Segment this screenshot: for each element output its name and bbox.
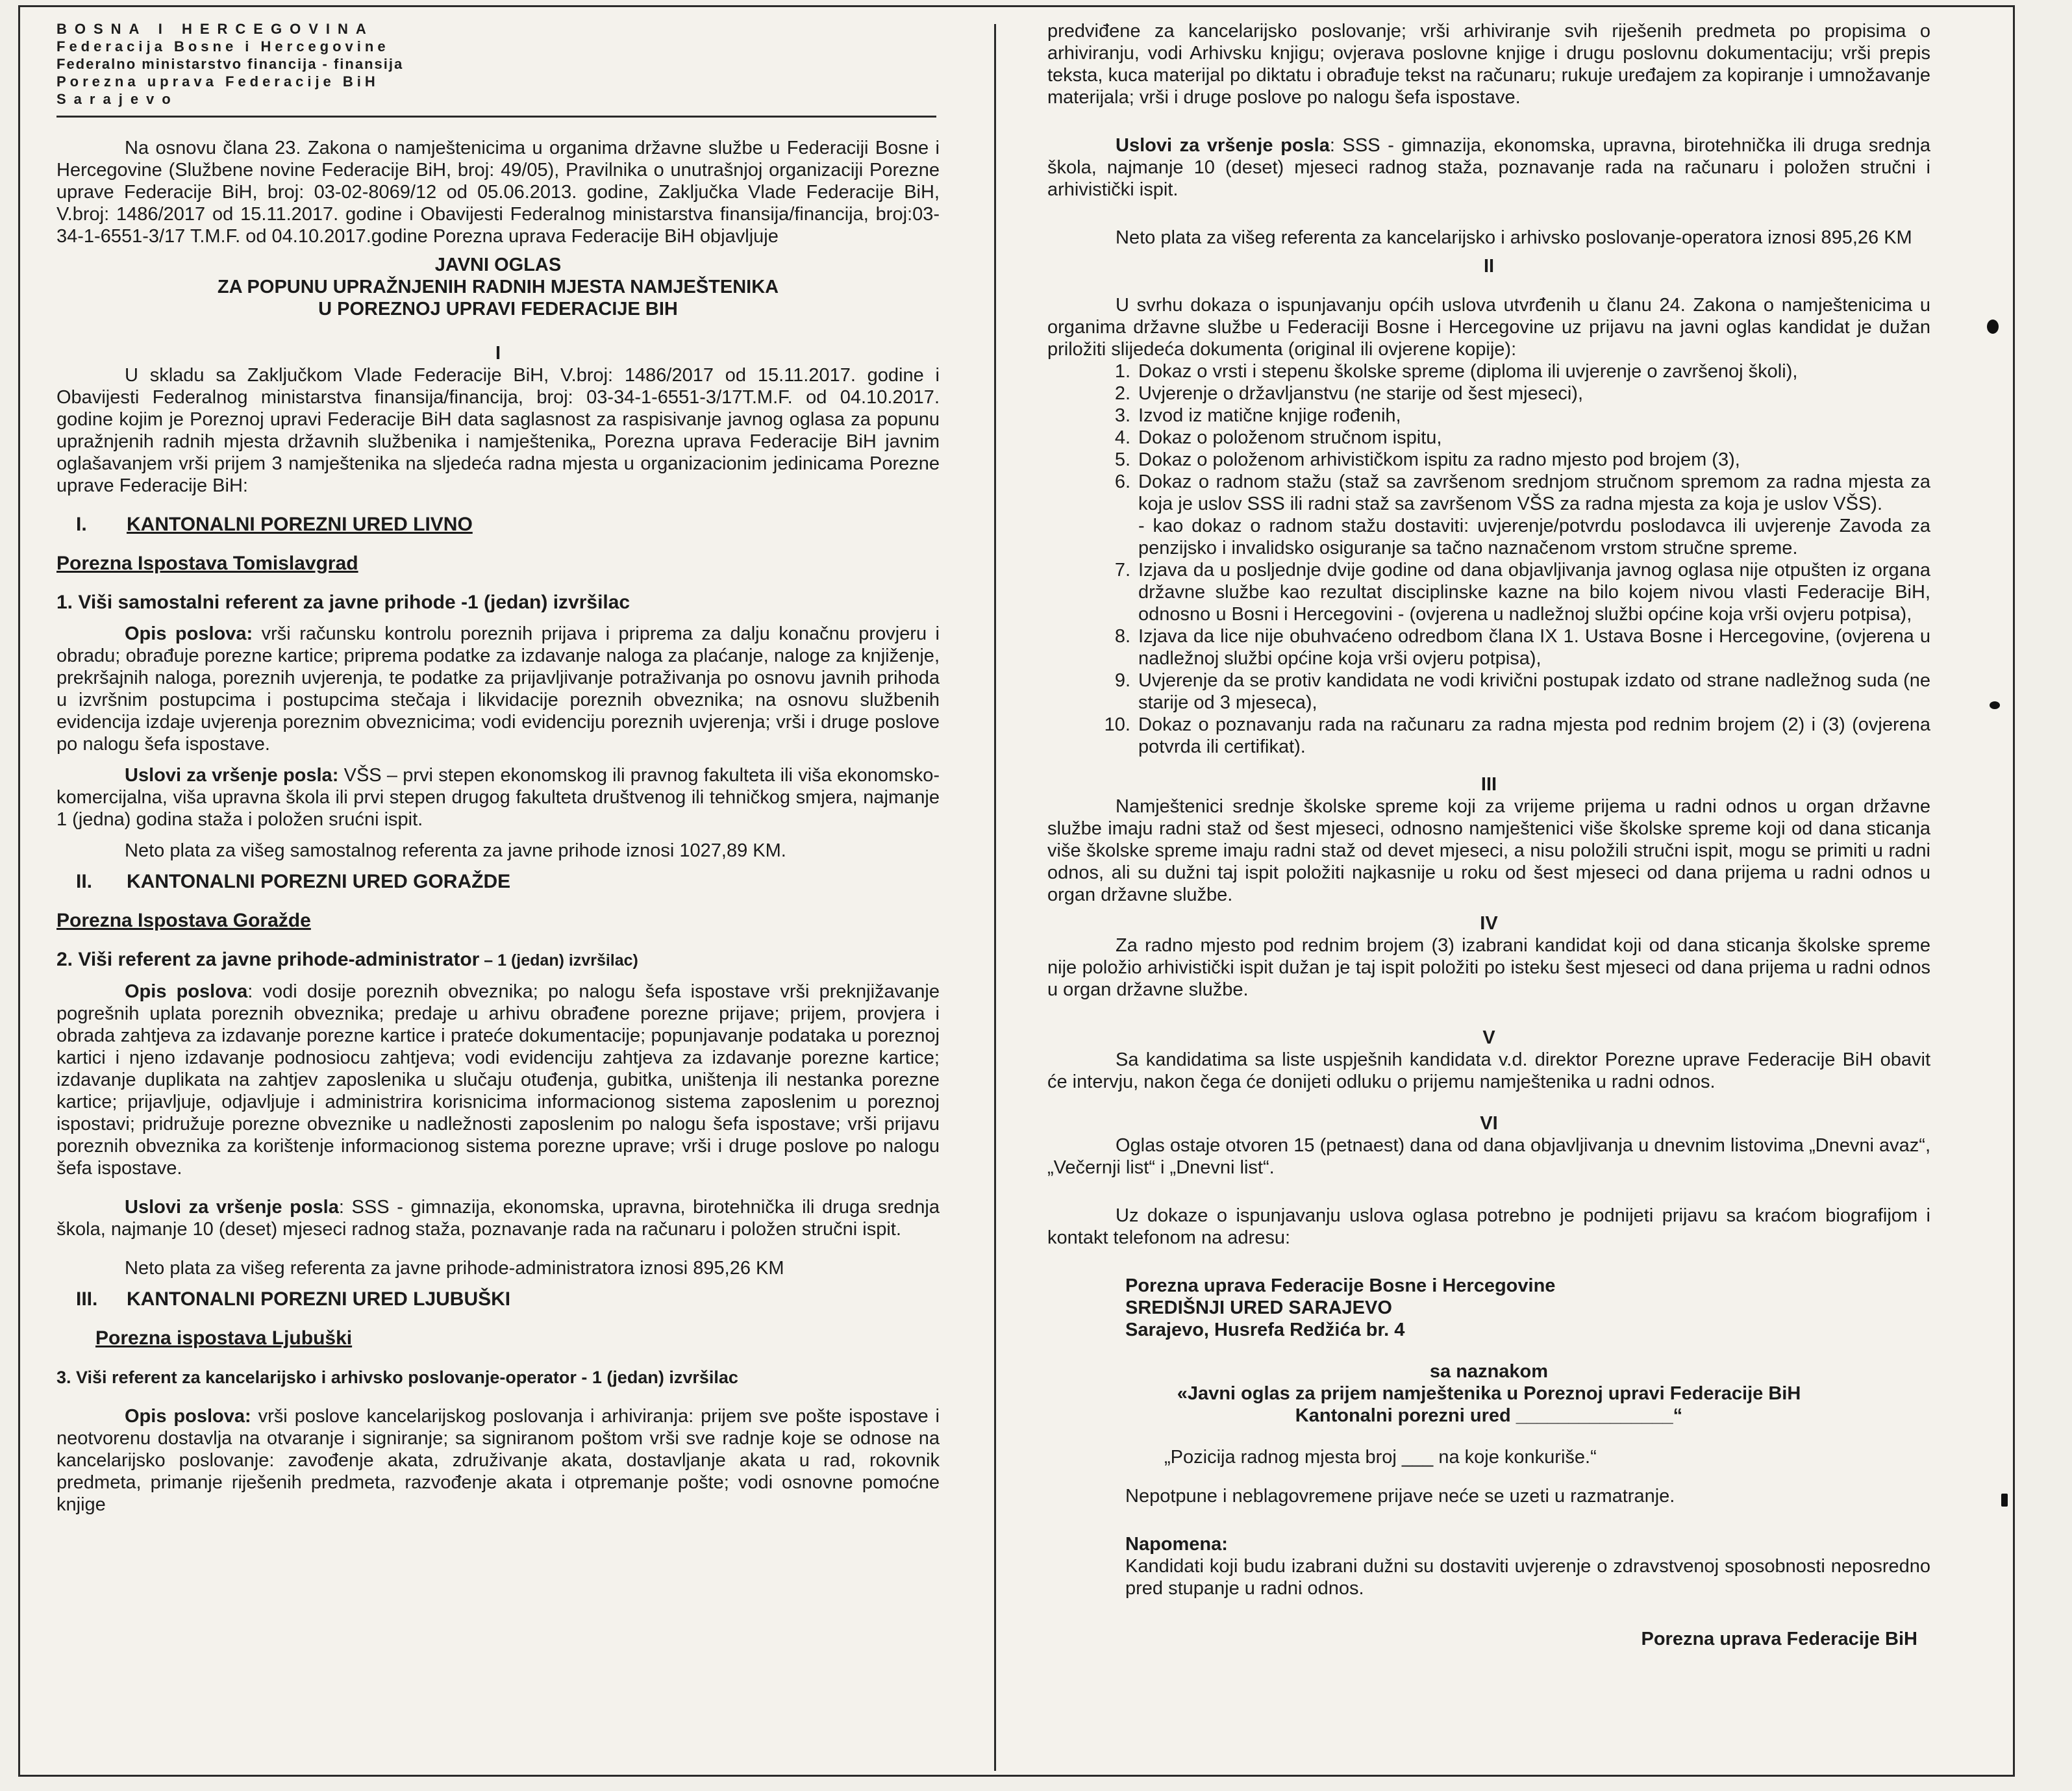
duties-text: vrši poslove kancelarijskog poslovanja i arhiviranja: prijem sve pošte ispostave i neotvorenu dostavlja na otvaranje i signiranje; sa signiranom poštom vrši sve radnje koje se odnose na kancelarijsko poslovanje: zavođenje akata, združivanje akata, dostavljanje akata u rad, rokovnik predmeta, primanje riješenih predmeta, razvođenje akata i otpremanje pošte; vodi osnovne pomoćne knjige <box>56 1406 940 1515</box>
unit-1-duties <box>56 623 940 755</box>
item-number: 1. <box>1114 361 1130 382</box>
title-line-1: JAVNI OGLAS <box>434 255 562 275</box>
marking-line-1: sa naznakom <box>1429 1361 1549 1382</box>
unit-2-number: II. <box>76 871 93 892</box>
incomplete-notice: Nepotpune i neblagovremene prijave neće se uzeti u razmatranje. <box>1125 1486 1675 1507</box>
position-title: 2. Viši referent za javne prihode-administrator <box>56 949 480 970</box>
item-number: 5. <box>1114 449 1130 470</box>
list-item <box>1047 427 1930 449</box>
section-II-text: U svrhu dokaza o ispunjavanju općih uslova utvrđenih u članu 24. Zakona o namještenicima u organima državne službe u Federaciji Bosne i Hercegovine uz prijavu na javni oglas kandidat je dužan priložiti slijedeća dokumenta (original ili ovjerene kopije): <box>1047 295 1930 360</box>
margin-ink-mark <box>1987 319 1999 334</box>
list-item <box>1047 714 1930 758</box>
section-IV-text: Za radno mjesto pod rednim brojem (3) izabrani kandidat koji od dana sticanja školske spreme nije položio arhivistički ispit dužan je taj ispit položiti po isteku šest mjeseci od dana prijema u radni odnos u organ državne službe. <box>1047 935 1930 1000</box>
intro-paragraph: Na osnovu člana 23. Zakona o namještenicima u organima državne službe u Federaciji Bosne i Hercegovine (Službene novine Federacije BiH, broj: 49/05), Pravilnika o unutrašnjoj organizaciji Porezne uprave Federacije BiH, broj: 03-02-8069/12 od 05.06.2013. godine, Zaključka Vlade Federacije BiH, V.broj: 1486/2017 od 15.11.2017. godine i Obavijesti Federalnog ministarstva finansija/financija, broj:03-34-1-6551-3/17 T.M.F. od 04.10.2017.godine Porezna uprava Federacije BiH objavljuje <box>56 138 940 247</box>
title-line-2: ZA POPUNU UPRAŽNJENIH RADNIH MJESTA NAMJEŠTENIKA <box>217 277 779 297</box>
section-III-numeral: III <box>1480 774 1497 795</box>
address-block <box>1047 1275 1930 1341</box>
marking-block <box>1047 1360 1930 1427</box>
item-text: Dokaz o poznavanju rada na računaru za radna mjesta pod rednim brojem (2) i (3) (ovjerena potvrda ili certifikat). <box>1138 714 1930 757</box>
section-III-text: Namještenici srednje školske spreme koji za vrijeme prijema u radni odnos u organ državne službe imaju radni staž od šest mjeseci, odnosno namještenici više školske spreme koji od dana sticanja više školske spreme imaju radni staž od devet mjeseci, a nisu položili stručni ispit, mogu se primiti u radni odnos, ali su dužni taj ispit položiti najkasnije u roku od šest mjeseci od dana prijema u radni odnos u organ državne službe. <box>1047 796 1930 905</box>
duties-label: Opis poslova: <box>125 1406 251 1427</box>
letterhead-country: BOSNA I HERCEGOVINA <box>56 21 374 37</box>
unit-3-position: 3. Viši referent za kancelarijsko i arhivsko poslovanje-operator - 1 (jedan) izvršilac <box>56 1368 738 1387</box>
unit-2-position <box>56 949 940 971</box>
item-text: Izjava da lice nije obuhvaćeno odredbom člana IX 1. Ustava Bosne i Hercegovine, (ovjerena u nadležnoj službi općine koja vrši ovjeru potpisa), <box>1138 626 1930 669</box>
item-text: Uvjerenje o državljanstvu (ne starije od šest mjeseci), <box>1138 383 1583 404</box>
list-item <box>1047 360 1930 382</box>
documents-list <box>1047 360 1930 758</box>
unit-2-salary: Neto plata za višeg referenta za javne prihode-administratora iznosi 895,26 KM <box>125 1258 784 1279</box>
duties-label: Opis poslova <box>125 981 248 1002</box>
signature: Porezna uprava Federacije BiH <box>1641 1629 1917 1649</box>
list-item <box>1047 382 1930 405</box>
item-text: Izvod iz matične knjige rođenih, <box>1138 405 1401 426</box>
conditions-label: Uslovi za vršenje posla <box>1116 135 1330 156</box>
header-rule <box>56 116 936 118</box>
section-V-text: Sa kandidatima sa liste uspješnih kandidata v.d. direktor Porezne uprave Federacije BiH obavit će intervju, nakon čega će donijeti odluku o prijemu namještenika u radni odnos. <box>1047 1049 1930 1092</box>
unit-1-number: I. <box>76 514 87 535</box>
conditions-label: Uslovi za vršenje posla <box>125 1197 339 1218</box>
section-V-numeral: V <box>1482 1027 1495 1048</box>
section-IV-numeral: IV <box>1480 913 1498 934</box>
unit-3-heading <box>56 1288 940 1310</box>
item-number: 8. <box>1114 626 1130 647</box>
item-text: Uvjerenje da se protiv kandidata ne vodi krivični postupak izdato od strane nadležnog suda (ne starije od 3 mjeseca), <box>1138 670 1930 713</box>
position-marking: „Pozicija radnog mjesta broj ___ na koje konkuriše.“ <box>1164 1447 1597 1468</box>
column-divider <box>994 24 996 1771</box>
unit-1-heading <box>56 514 940 536</box>
unit-3-branch: Porezna ispostava Ljubuški <box>95 1327 353 1349</box>
right-column <box>1047 20 1930 1650</box>
unit-3-duties-continued: predviđene za kancelarijsko poslovanje; vrši arhiviranje svih riješenih predmeta po propisima o arhiviranju, vodi Arhivsku knjigu; ovjerava poslovne knjige i drugu poslovnu dokumentaciju; vrši prepis teksta, kuca materijal po diktatu i obrađuje tekst na računaru; rukuje uređajem za kopiranje i umnožavanje materijala; vrši i druge poslove po nalogu šefa ispostave. <box>1047 21 1930 108</box>
duties-text: vrši računsku kontrolu poreznih prijava i priprema za dalju konačnu provjeru i obradu; obrađuje porezne kartice; priprema podatke za izdavanje naloga za plaćanje, naloge za knjiženje, prekršajnih naloga, poreznih uvjerenja, te podatke za prijavljivanje potraživanja po osnovu javnih prihoda u izvršnim postupcima i postupcima stečaja i likvidacije poreznih obveznika; na osnovu službenih evidencija izdaje uvjerenja poreznim obveznicima; vodi evidenciju poreznih uvjerenja; vrši i druge poslove po nalogu šefa ispostave. <box>56 623 940 755</box>
unit-1-conditions <box>56 764 940 831</box>
list-item <box>1047 405 1930 427</box>
address-line-2: SREDIŠNJI URED SARAJEVO <box>1125 1297 1392 1318</box>
note-label: Napomena: <box>1125 1534 1228 1555</box>
unit-1-position: 1. Viši samostalni referent za javne prihode -1 (jedan) izvršilac <box>56 592 630 613</box>
duties-label: Opis poslova: <box>125 623 253 644</box>
left-column <box>56 20 940 1516</box>
unit-3-conditions <box>1047 134 1930 201</box>
doc6-note: - kao dokaz o radnom stažu dostaviti: uvjerenje/potvrdu poslodavca ili uvjerenje Zavoda za penzijsko i invalidsko osiguranje sa tačno naznačenom vrstom stručne spreme. <box>1138 516 1930 558</box>
item-number: 7. <box>1114 560 1130 581</box>
list-item <box>1047 471 1930 559</box>
list-item <box>1047 559 1930 625</box>
letterhead <box>56 20 940 108</box>
marking-line-2: «Javni oglas za prijem namještenika u Poreznoj upravi Federacije BiH <box>1177 1383 1801 1404</box>
item-text: Dokaz o vrsti i stepenu školske spreme (diploma ili uvjerenje o završenoj školi), <box>1138 361 1798 382</box>
item-number: 3. <box>1114 405 1130 426</box>
letterhead-federation: Federacija Bosne i Hercegovine <box>56 38 390 55</box>
item-text <box>1138 471 1930 559</box>
note-text: Kandidati koji budu izabrani dužni su dostaviti uvjerenje o zdravstvenoj sposobnosti neposredno pred stupanje u radni odnos. <box>1125 1556 1930 1599</box>
letterhead-city: Sarajevo <box>56 91 179 107</box>
section-VI-text: Oglas ostaje otvoren 15 (petnaest) dana od dana objavljivanja u dnevnim listovima „Dnevni avaz“, „Večernji list“ i „Dnevni list“. <box>1047 1135 1930 1178</box>
unit-1-salary: Neto plata za višeg samostalnog referenta za javne prihode iznosi 1027,89 KM. <box>125 840 786 861</box>
unit-1-branch: Porezna Ispostava Tomislavgrad <box>56 553 358 574</box>
unit-2-office: KANTONALNI POREZNI URED GORAŽDE <box>127 871 511 892</box>
unit-2-heading <box>56 871 940 893</box>
conditions-text: VŠS – prvi stepen ekonomskog ili pravnog fakulteta ili viša ekonomsko-komercijalna, viša upravna škola ili prvi stepen drugog fakulteta društvenog ili tehničkog smjera, najmanje 1 (jedna) godina staža i položen srućni ispit. <box>56 765 940 830</box>
conditions-label: Uslovi za vršenje posla: <box>125 765 339 786</box>
doc6-main: Dokaz o radnom stažu (staž sa završenom srednjom stručnom spremom za radna mjesta za koja je uslov SSS ili radni staž sa završenom VŠS za radna mjesta za koja je uslov VŠS). <box>1138 471 1930 514</box>
newspaper-page <box>18 5 2015 1777</box>
unit-3-number: III. <box>76 1288 98 1310</box>
margin-ink-mark <box>1990 701 2000 709</box>
item-text: Dokaz o položenom stručnom ispitu, <box>1138 427 1442 448</box>
conditions-text: : SSS - gimnazija, ekonomska, upravna, birotehnička ili druga srednja škola, najmanje 10 (deset) mjeseci radnog staža, poznavanje rada na računaru i položen stručni i arhivistički ispit. <box>1047 135 1930 200</box>
apply-text: Uz dokaze o ispunjavanju uslova oglasa potrebno je podnijeti prijavu sa kraćom biografijom i kontakt telefonom na adresu: <box>1047 1205 1930 1248</box>
item-number: 2. <box>1114 383 1130 404</box>
list-item <box>1047 625 1930 670</box>
list-item <box>1047 670 1930 714</box>
unit-2-duties <box>56 981 940 1179</box>
notice-title <box>56 254 940 320</box>
conditions-text: : SSS - gimnazija, ekonomska, upravna, birotehnička ili druga srednja škola, najmanje 10 (deset) mjeseci radnog staža, poznavanje rada na računaru i položen stručni ispit. <box>56 1197 940 1240</box>
letterhead-agency: Porezna uprava Federacije BiH <box>56 73 379 90</box>
unit-2-branch: Porezna Ispostava Goražde <box>56 910 311 931</box>
item-number: 10. <box>1104 714 1130 735</box>
unit-3-duties <box>56 1405 940 1516</box>
item-text: Dokaz o položenom arhivističkom ispitu za radno mjesto pod brojem (3), <box>1138 449 1740 470</box>
title-line-3: U POREZNOJ UPRAVI FEDERACIJE BIH <box>318 299 678 319</box>
unit-3-office: KANTONALNI POREZNI URED LJUBUŠKI <box>127 1288 511 1310</box>
list-item <box>1047 449 1930 471</box>
section-VI-numeral: VI <box>1480 1113 1498 1134</box>
marking-line-3: Kantonalni porezni ured _______________“ <box>1295 1405 1683 1426</box>
margin-ink-mark <box>2001 1494 2008 1507</box>
item-number: 9. <box>1114 670 1130 691</box>
address-line-1: Porezna uprava Federacije Bosne i Hercegovine <box>1125 1275 1556 1296</box>
section-I-numeral: I <box>495 343 501 364</box>
item-number: 6. <box>1114 471 1130 492</box>
duties-text: : vodi dosije poreznih obveznika; po nalogu šefa ispostave vrši preknjižavanje pogrešnih uplata poreznih obveznika; predaje u arhivu obrađene porezne prijave; prijem, provjera i obrada zahtjeva za izdavanje porezne kartice i prateće dokumentacije; popunjavanje podataka u poreznoj kartici i njeno izdavanje podnosiocu zahtjeva; vodi evidenciju zahtjeva za izdavanje porezne kartice; izdavanje duplikata na zahtjev zaposlenika u slučaju otuđenja, gubitka, uništenja ili nestanka porezne kartice; prijavljuje, odjavljuje i administrira korisnicima informacionog sistema zaposlenim u poreznoj ispostavi; pridružuje porezne obveznike u nadležnosti zaposlenim po nalogu šefa ispostave; vrši prijavu poreznih obveznika za korištenje informacionog sistema porezne uprave; vrši i druge poslove po nalogu šefa ispostave. <box>56 981 940 1179</box>
item-number: 4. <box>1114 427 1130 448</box>
unit-2-conditions <box>56 1196 940 1240</box>
address-line-3: Sarajevo, Husrefa Redžića br. 4 <box>1125 1320 1405 1340</box>
position-suffix: – 1 (jedan) izvršilac) <box>479 951 638 970</box>
letterhead-ministry: Federalno ministarstvo financija - finansija <box>56 56 404 72</box>
item-text: Izjava da u posljednje dvije godine od dana objavljivanja javnog oglasa nije otpušten iz organa državne službe kao rezultat disciplinske kazne na bilo kojem nivou vlasti Federacije BiH, odnosno u Bosni i Hercegovini - (ovjerena u nadležnoj službi općine koja vrši ovjeru potpisa), <box>1138 560 1930 625</box>
unit-1-office: KANTONALNI POREZNI URED LIVNO <box>127 514 473 535</box>
section-I-text: U skladu sa Zaključkom Vlade Federacije BiH, V.broj: 1486/2017 od 15.11.2017. godine i Obavijesti Federalnog ministarstva finansija/financija, broj: 03-34-1-6551-3/17T.M.F. od 04.10.2017. godine kojim je Poreznoj upravi Federacije BiH data saglasnost za raspisivanje javnog oglasa za popunu upražnjenih radnih mjesta državnih službenika i namještenika„ Porezna uprava Federacije BiH javnim oglašavanjem vrši prijem 3 namještenika na sljedeća radna mjesta u organizacionim jedinicama Porezne uprave Federacije BiH: <box>56 365 940 496</box>
section-II-numeral: II <box>1483 256 1495 277</box>
unit-3-salary: Neto plata za višeg referenta za kancelarijsko i arhivsko poslovanje-operatora iznosi 895,26 KM <box>1116 227 1912 248</box>
